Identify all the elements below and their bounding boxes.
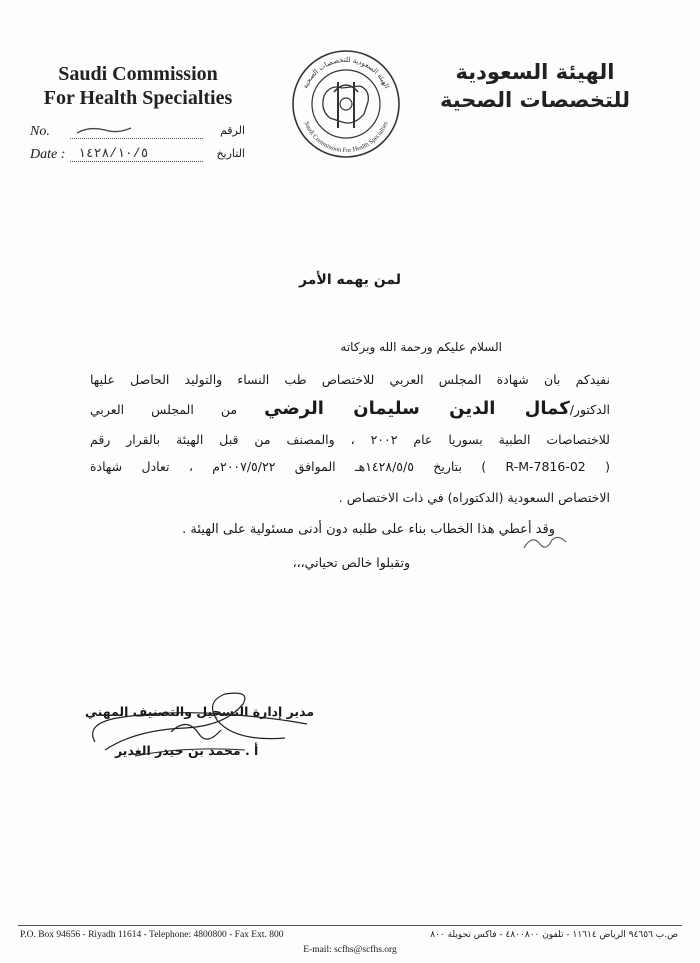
footer-address-en: P.O. Box 94656 - Riyadh 11614 - Telephone: 4800800 - Fax Ext. 800 [20, 930, 284, 940]
footer-email: E-mail: scfhs@scfhs.org [303, 945, 397, 955]
letterhead-name-ar-line1: الهيئة السعودية [455, 60, 615, 84]
reference-number-label-en: No. [30, 124, 50, 139]
reference-number-scribble [75, 124, 135, 138]
letter-greeting: السلام عليكم ورحمة الله وبركاته [340, 340, 502, 354]
seal-text-ar: الهيئة السعودية للتخصصات الصحية [301, 55, 391, 90]
letter-subject: لمن يهمه الأمر [299, 272, 401, 288]
date-row [30, 147, 245, 165]
body-line-1: نفيدكم بان شهادة المجلس العربي للاختصاص طب النساء والتوليد الحاصل عليها [90, 372, 610, 387]
date-label-ar: التاريخ [216, 147, 245, 160]
body-line-3: للاختصاصات الطبية بسوريا عام ٢٠٠٢ ، والمصنف من قبل الهيئة بالقرار رقم [90, 432, 610, 447]
commission-seal-logo [290, 48, 402, 160]
body-line-2-prefix: الدكتور/ [569, 402, 610, 417]
letterhead-name-ar-line2: للتخصصات الصحية [439, 88, 631, 112]
letterhead-name-en-line2: For Health Specialties [43, 87, 233, 109]
reference-number-label-ar: الرقم [219, 124, 245, 137]
signatory-name: أ . محمد بن حيدر الغدير [115, 743, 259, 758]
recipient-name: كمال الدين سليمان الرضي [264, 398, 570, 419]
signatory-title: مدير إدارة التسجيل والتصنيف المهني [85, 704, 315, 719]
date-label-en: Date : [30, 147, 66, 162]
letterhead-name-ar [420, 58, 650, 114]
date-dotted-line [70, 161, 203, 162]
body-line-4: ( 02-R-M-7816 ) بتاريخ ١٤٢٨/٥/٥هـ الموافق ٢٠٠٧/٥/٢٢م ، تعادل شهادة [90, 459, 610, 474]
footer-divider [18, 925, 682, 926]
letterhead-name-en-line1: Saudi Commission [58, 63, 218, 85]
letterhead-name-en [28, 62, 248, 110]
reference-number-row [30, 124, 245, 142]
letter-closing-disclaimer: وقد أعطي هذا الخطاب بناء على طلبه دون أدنى مسئولية على الهيئة . [182, 522, 555, 537]
body-line-2-suffix: من المجلس العربي [90, 402, 238, 417]
margin-initials-scribble [520, 530, 570, 556]
seal-text-en: Saudi Commission For Health Specialties [302, 120, 390, 155]
footer-address-ar: ص.ب ٩٤٦٥٦ الرياض ١١٦١٤ - تلفون ٤٨٠٠٨٠٠ - فاكس تحويلة ٨٠٠ [430, 930, 678, 940]
body-line-2 [90, 398, 610, 419]
reference-number-dotted-line [70, 138, 203, 139]
svg-text:Saudi Commission For Health Sp [303, 120, 390, 154]
date-value: ١٤٢٨/١٠/٥ [78, 146, 149, 161]
body-line-5: الاختصاص السعودية (الدكتوراه) في ذات الاختصاص . [338, 490, 610, 505]
letter-closing-regards: وتقبلوا خالص تحياتي،،، [292, 555, 410, 570]
